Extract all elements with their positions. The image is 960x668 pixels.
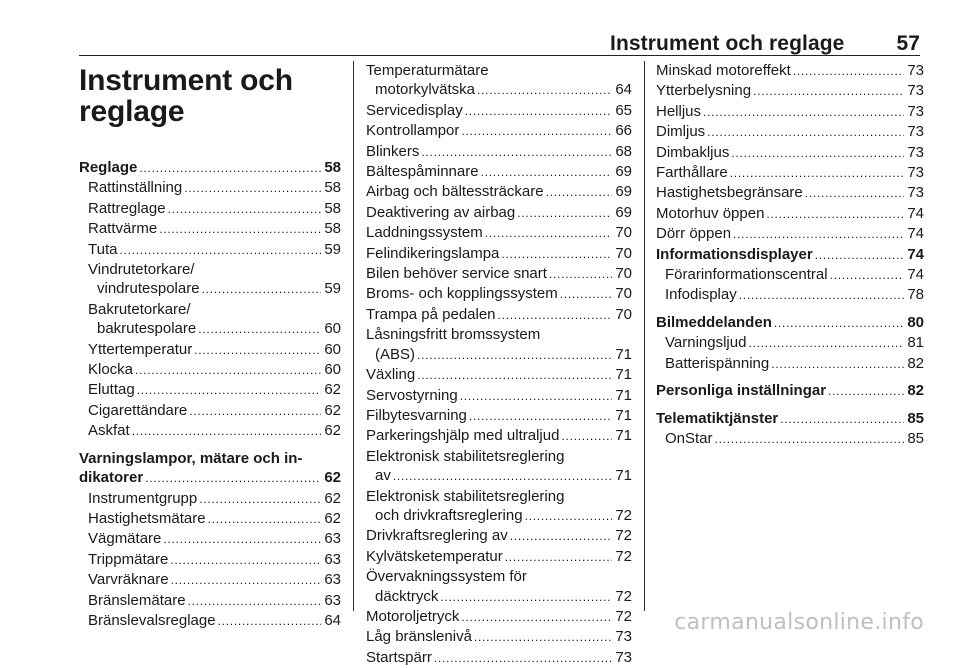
toc-entry-title: Infodisplay <box>665 286 737 304</box>
toc-entry-title: Rattreglage <box>88 199 166 217</box>
toc-entry-page: 74 <box>907 204 924 222</box>
chapter-title-line: Instrument och <box>79 64 293 97</box>
toc-entry-page: 72 <box>615 506 632 524</box>
dot-leader <box>474 627 612 647</box>
dot-leader <box>145 468 321 488</box>
toc-entry-page: 62 <box>324 401 341 419</box>
toc-entry-page: 70 <box>615 305 632 323</box>
toc-entry-page: 60 <box>324 340 341 358</box>
toc-entry-title: Trampa på pedalen <box>366 305 496 323</box>
toc-entry-title: vindrutespolare <box>97 280 200 298</box>
toc-entry-title: dikatorer <box>79 469 144 487</box>
toc-entry-page: 69 <box>615 203 632 221</box>
toc-entry-page: 69 <box>615 183 632 201</box>
toc-entry-page: 74 <box>907 245 924 263</box>
dot-leader <box>739 285 905 305</box>
dot-leader <box>517 203 612 223</box>
toc-entry-page: 62 <box>324 489 341 507</box>
dot-leader <box>421 142 612 162</box>
toc-entry-title: Servicedisplay <box>366 101 463 119</box>
toc-entry[interactable] <box>366 264 632 284</box>
toc-entry-page: 80 <box>907 313 924 331</box>
toc-entry-title: Instrumentgrupp <box>88 489 198 507</box>
toc-entry[interactable] <box>656 204 924 224</box>
page-number: 57 <box>896 32 920 55</box>
toc-entry-title: Helljus <box>656 102 702 120</box>
toc-entry-page: 63 <box>324 550 341 568</box>
toc-entry-title: Airbag och bältessträckare <box>366 183 544 201</box>
toc-entry-page: 73 <box>907 184 924 202</box>
toc-entry[interactable] <box>656 429 924 449</box>
toc-entry[interactable] <box>79 591 341 611</box>
dot-leader <box>477 80 612 100</box>
toc-entry-title: Eluttag <box>88 381 135 399</box>
toc-entry-page: 60 <box>324 361 341 379</box>
toc-entry-page: 62 <box>324 509 341 527</box>
toc-entry[interactable] <box>366 567 632 607</box>
dot-leader <box>561 426 612 446</box>
dot-leader <box>505 547 613 567</box>
toc-entry[interactable] <box>656 381 924 401</box>
toc-entry[interactable] <box>366 547 632 567</box>
dot-leader <box>748 333 904 353</box>
toc-entry-page: 72 <box>615 547 632 565</box>
toc-entry[interactable] <box>656 224 924 244</box>
toc-entry-page: 78 <box>907 286 924 304</box>
toc-entry-page: 59 <box>324 280 341 298</box>
chapter-title-line: reglage <box>79 95 185 128</box>
toc-entry-page: 70 <box>615 285 632 303</box>
toc-entry-page: 74 <box>907 266 924 284</box>
toc-entry[interactable] <box>656 409 924 429</box>
toc-entry[interactable] <box>656 122 924 142</box>
toc-entry[interactable] <box>79 449 341 489</box>
toc-entry-page: 63 <box>324 591 341 609</box>
toc-entry-page: 73 <box>907 102 924 120</box>
toc-entry-title: Bältespåminnare <box>366 163 479 181</box>
toc-entry-page: 58 <box>324 220 341 238</box>
toc-entry-title-lead: Temperaturmätare <box>366 62 489 79</box>
toc-entry-page: 60 <box>324 320 341 338</box>
toc-entry-page: 70 <box>615 244 632 262</box>
toc-entry[interactable] <box>79 550 341 570</box>
toc-entry[interactable] <box>79 401 341 421</box>
dot-leader <box>170 550 321 570</box>
dot-leader <box>560 284 613 304</box>
toc-entry[interactable] <box>79 178 341 198</box>
toc-entry[interactable] <box>656 313 924 333</box>
dot-leader <box>780 409 904 429</box>
toc-entry[interactable] <box>656 245 924 265</box>
toc-entry-title: Bilmeddelanden <box>656 313 772 331</box>
toc-entry[interactable] <box>656 102 924 122</box>
toc-entry[interactable] <box>79 158 341 178</box>
header-rule <box>79 55 920 56</box>
toc-entry[interactable] <box>79 570 341 590</box>
toc-entry[interactable] <box>656 354 924 374</box>
dot-leader <box>202 279 322 299</box>
dot-leader <box>730 163 905 183</box>
toc-entry[interactable] <box>366 325 632 365</box>
toc-entry-page: 85 <box>907 429 924 447</box>
toc-entry-title: Startspärr <box>366 648 432 666</box>
toc-entry-page: 65 <box>615 101 632 119</box>
toc-entry-title: Rattinställning <box>88 179 183 197</box>
toc-entry[interactable] <box>656 285 924 305</box>
toc-entry-title-lead: Elektronisk stabilitetsreglering <box>366 447 565 465</box>
running-head <box>79 26 920 56</box>
toc-entry-page: 66 <box>615 122 632 140</box>
toc-entry-title: Hastighetsmätare <box>88 509 206 527</box>
toc-entry-title: Informationsdisplayer <box>656 245 813 263</box>
toc-entry-page: 74 <box>907 225 924 243</box>
toc-entry-page: 59 <box>324 240 341 258</box>
dot-leader <box>393 466 612 486</box>
toc-entry-page: 70 <box>615 265 632 283</box>
dot-leader <box>546 182 613 202</box>
dot-leader <box>549 264 612 284</box>
toc-entry[interactable] <box>656 163 924 183</box>
toc-entry[interactable] <box>366 526 632 546</box>
dot-leader <box>774 313 904 333</box>
toc-entry-title: Farthållare <box>656 164 728 182</box>
toc-entry[interactable] <box>366 182 632 202</box>
running-head-title: Instrument och reglage <box>610 32 845 55</box>
toc-column-2 <box>366 61 632 666</box>
toc-entry-title-lead: Elektronisk stabilitetsreglering <box>366 487 565 505</box>
column-divider <box>644 61 645 611</box>
toc-entry-title: Yttertemperatur <box>88 340 193 358</box>
dot-leader <box>417 365 612 385</box>
toc-entry-title: Servostyrning <box>366 386 458 404</box>
dot-leader <box>485 223 613 243</box>
toc-entry[interactable] <box>366 162 632 182</box>
dot-leader <box>119 240 321 260</box>
dot-leader <box>498 305 613 325</box>
toc-entry-page: 73 <box>907 143 924 161</box>
toc-entry[interactable] <box>366 648 632 668</box>
dot-leader <box>194 340 321 360</box>
toc-entry[interactable] <box>366 607 632 627</box>
dot-leader <box>218 611 322 631</box>
toc-entry-title: Parkeringshjälp med ultraljud <box>366 427 560 445</box>
toc-entry-page: 71 <box>615 467 632 485</box>
toc-entry-page: 72 <box>615 607 632 625</box>
dot-leader <box>805 183 905 203</box>
toc-entry-title: Blinkers <box>366 142 420 160</box>
toc-entry[interactable] <box>79 611 341 631</box>
toc-entry-title-lead: Varningslampor, mätare och in- <box>79 449 303 467</box>
dot-leader <box>469 406 612 426</box>
toc-entry[interactable] <box>366 61 632 101</box>
toc-entry[interactable] <box>656 143 924 163</box>
toc-entry-page: 58 <box>324 159 341 176</box>
dot-leader <box>132 421 322 441</box>
dot-leader <box>434 648 612 668</box>
dot-leader <box>163 529 321 549</box>
toc-entry-title: OnStar <box>665 429 713 447</box>
toc-entry-page: 62 <box>324 422 341 440</box>
dot-leader <box>440 587 612 607</box>
dot-leader <box>137 380 322 400</box>
toc-entry[interactable] <box>79 489 341 509</box>
toc-entry-title: Klocka <box>88 361 134 379</box>
dot-leader <box>715 429 905 449</box>
dot-leader <box>733 224 904 244</box>
toc-entry[interactable] <box>656 333 924 353</box>
toc-entry-title: Varningsljud <box>665 334 747 352</box>
toc-entry-page: 64 <box>615 81 632 99</box>
toc-entry-title: Reglage <box>79 159 138 176</box>
toc-entry-title: Dimljus <box>656 123 706 141</box>
toc-entry-page: 58 <box>324 199 341 217</box>
toc-entry[interactable] <box>366 244 632 264</box>
toc-entry[interactable] <box>366 386 632 406</box>
toc-entry-page: 62 <box>324 469 341 487</box>
toc-entry-title-lead: Vindrutetorkare/ <box>88 261 195 279</box>
toc-entry-page: 64 <box>324 611 341 629</box>
toc-entry-page: 71 <box>615 366 632 384</box>
toc-entry-title: Askfat <box>88 422 130 440</box>
toc-entry-page: 73 <box>907 164 924 182</box>
toc-entry-page: 72 <box>615 587 632 605</box>
toc-entry-title-lead: Bakrutetorkare/ <box>88 300 191 318</box>
toc-entry-title-lead: Övervakningssystem för <box>366 568 527 586</box>
toc-entry[interactable] <box>79 340 341 360</box>
dot-leader <box>766 204 904 224</box>
dot-leader <box>208 509 322 529</box>
chapter-title <box>79 65 341 127</box>
toc-entry[interactable] <box>366 223 632 243</box>
dot-leader <box>731 143 904 163</box>
toc-entry-title: bakrutespolare <box>97 320 197 338</box>
toc-entry-title: Personliga inställningar <box>656 382 827 400</box>
toc-entry-title: Cigarettändare <box>88 401 188 419</box>
toc-entry-title: Låg bränslenivå <box>366 628 472 646</box>
toc-entry-title: Rattvärme <box>88 220 158 238</box>
toc-entry[interactable] <box>366 365 632 385</box>
toc-entry-page: 82 <box>907 382 924 400</box>
dot-leader <box>707 122 904 142</box>
toc-entry-title: Ytterbelysning <box>656 82 752 100</box>
toc-entry[interactable] <box>79 421 341 441</box>
toc-entry[interactable] <box>79 300 341 340</box>
dot-leader <box>171 570 322 590</box>
toc-entry[interactable] <box>366 627 632 647</box>
toc-entry-title: Trippmätare <box>88 550 169 568</box>
toc-entry-title: Kylvätsketemperatur <box>366 547 503 565</box>
column-divider <box>353 61 354 611</box>
toc-entry-page: 73 <box>615 648 632 666</box>
toc-entry[interactable] <box>366 284 632 304</box>
dot-leader <box>417 345 612 365</box>
toc-entry[interactable] <box>656 183 924 203</box>
toc-entry-title: Förarinformationscentral <box>665 266 828 284</box>
toc-entry-page: 72 <box>615 527 632 545</box>
toc-entry-title: Dörr öppen <box>656 225 732 243</box>
toc-entry-title: (ABS) <box>375 345 416 363</box>
toc-entry[interactable] <box>79 219 341 239</box>
toc-entry-page: 71 <box>615 427 632 445</box>
toc-entry-page: 81 <box>907 334 924 352</box>
toc-entry-title: Filbytesvarning <box>366 406 467 424</box>
toc-entry-title-lead: Låsningsfritt bromssystem <box>366 326 541 344</box>
toc-entry-title: Växling <box>366 366 416 384</box>
toc-entry[interactable] <box>366 406 632 426</box>
toc-list <box>656 61 924 449</box>
toc-entry-title: av <box>375 467 391 485</box>
toc-entry-title: Varvräknare <box>88 571 169 589</box>
toc-entry-title: Dimbakljus <box>656 143 730 161</box>
toc-entry-title: Batterispänning <box>665 354 770 372</box>
toc-entry[interactable] <box>79 240 341 260</box>
dot-leader <box>198 319 321 339</box>
toc-entry-title: Minskad motoreffekt <box>656 62 791 79</box>
toc-entry-title: Deaktivering av airbag <box>366 203 516 221</box>
dot-leader <box>159 219 321 239</box>
toc-entry[interactable] <box>366 101 632 121</box>
toc-entry-page: 73 <box>615 628 632 646</box>
dot-leader <box>793 61 905 81</box>
dot-leader <box>139 158 321 178</box>
toc-entry[interactable] <box>79 260 341 300</box>
toc-entry-page: 73 <box>907 82 924 100</box>
dot-leader <box>828 381 904 401</box>
dot-leader <box>461 607 612 627</box>
toc-entry[interactable] <box>366 305 632 325</box>
dot-leader <box>188 591 322 611</box>
toc-entry-page: 82 <box>907 354 924 372</box>
toc-entry-page: 58 <box>324 179 341 197</box>
toc-entry[interactable] <box>656 265 924 285</box>
dot-leader <box>461 121 612 141</box>
watermark: carmanualsonline.info <box>674 610 924 635</box>
toc-entry[interactable] <box>366 487 632 527</box>
toc-entry[interactable] <box>366 142 632 162</box>
toc-column-3 <box>656 61 924 610</box>
toc-entry-page: 68 <box>615 142 632 160</box>
toc-entry-page: 71 <box>615 386 632 404</box>
toc-entry-title: Hastighetsbegränsare <box>656 184 803 202</box>
toc-entry-page: 63 <box>324 571 341 589</box>
dot-leader <box>168 199 322 219</box>
toc-entry[interactable] <box>79 529 341 549</box>
toc-entry-title: Tuta <box>88 240 118 258</box>
toc-entry-title: Felindikeringslampa <box>366 244 500 262</box>
toc-entry[interactable] <box>656 81 924 101</box>
toc-entry-page: 85 <box>907 409 924 427</box>
toc-entry-title: Motorhuv öppen <box>656 204 765 222</box>
dot-leader <box>460 386 613 406</box>
toc-entry[interactable] <box>79 380 341 400</box>
toc-entry-title: Kontrollampor <box>366 122 460 140</box>
dot-leader <box>815 245 905 265</box>
dot-leader <box>481 162 613 182</box>
toc-column-1 <box>79 61 341 629</box>
toc-entry-page: 69 <box>615 163 632 181</box>
toc-entry-page: 73 <box>907 62 924 79</box>
dot-leader <box>184 178 321 198</box>
toc-entry-page: 63 <box>324 530 341 548</box>
toc-entry-title: Broms- och kopplingssystem <box>366 285 558 303</box>
dot-leader <box>830 265 905 285</box>
dot-leader <box>771 354 904 374</box>
toc-entry-page: 73 <box>907 123 924 141</box>
toc-entry[interactable] <box>366 203 632 223</box>
dot-leader <box>135 360 321 380</box>
toc-entry-page: 70 <box>615 224 632 242</box>
dot-leader <box>465 101 613 121</box>
toc-entry-title: Bilen behöver service snart <box>366 265 547 283</box>
toc-entry-title: Drivkraftsreglering av <box>366 527 508 545</box>
dot-leader <box>753 81 904 101</box>
toc-list <box>366 61 632 668</box>
dot-leader <box>189 401 321 421</box>
toc-entry-title: Laddningssystem <box>366 224 483 242</box>
toc-entry-page: 71 <box>615 406 632 424</box>
toc-entry-page: 71 <box>615 345 632 363</box>
toc-entry[interactable] <box>656 61 924 81</box>
toc-list <box>79 158 341 631</box>
toc-entry-title: Vägmätare <box>88 530 162 548</box>
toc-entry[interactable] <box>366 447 632 487</box>
toc-entry-title: Motoroljetryck <box>366 607 460 625</box>
dot-leader <box>501 244 612 264</box>
dot-leader <box>703 102 904 122</box>
toc-entry-title: Bränslemätare <box>88 591 186 609</box>
toc-entry[interactable] <box>79 360 341 380</box>
toc-entry[interactable] <box>366 426 632 446</box>
toc-entry[interactable] <box>366 121 632 141</box>
toc-entry[interactable] <box>79 509 341 529</box>
dot-leader <box>525 506 613 526</box>
toc-entry-title: Telematiktjänster <box>656 409 779 427</box>
toc-entry[interactable] <box>79 199 341 219</box>
toc-entry-title: och drivkraftsreglering <box>375 506 523 524</box>
toc-entry-title: motorkylvätska <box>375 81 476 99</box>
dot-leader <box>510 526 613 546</box>
toc-entry-title: däcktryck <box>375 587 439 605</box>
toc-entry-page: 62 <box>324 381 341 399</box>
toc-entry-title: Bränslevalsreglage <box>88 611 216 629</box>
dot-leader <box>199 489 321 509</box>
